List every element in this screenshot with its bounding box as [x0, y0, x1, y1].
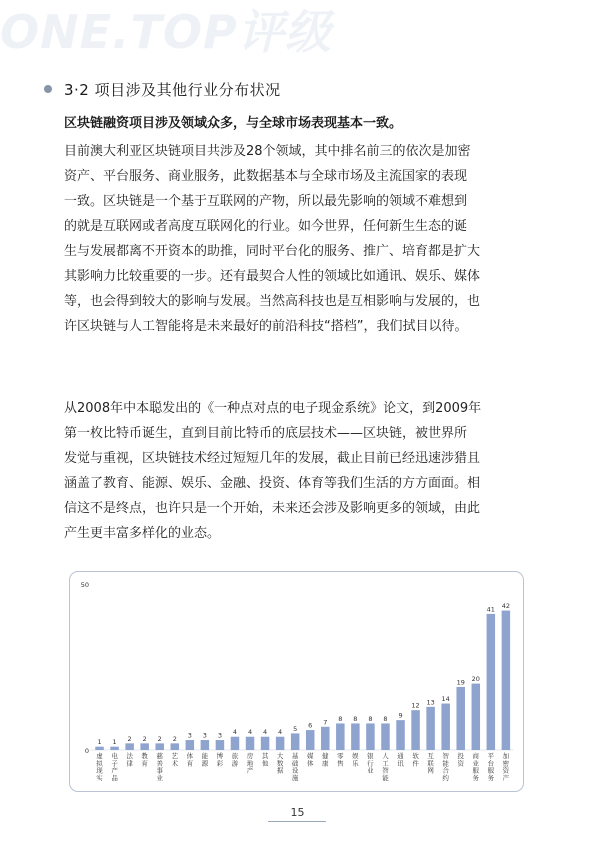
data-label: 1 [112, 738, 117, 747]
category-label: 人工智能 [382, 752, 389, 782]
paragraph-line: 目前澳大利亚区块链项目共涉及28个领域，其中排名前三的依次是加密 [64, 144, 471, 159]
paragraph-2 [64, 396, 534, 546]
bar [366, 723, 375, 750]
bar [351, 723, 360, 750]
category-label: 软件 [412, 752, 419, 768]
paragraph-line: 第一枚比特币诞生，直到目前比特币的底层技术——区块链，被世界所 [64, 426, 468, 441]
data-label: 2 [127, 734, 132, 743]
bar [95, 747, 104, 750]
industry-distribution-chart [69, 571, 524, 792]
bar [246, 737, 255, 750]
page-number-underline [268, 821, 326, 822]
data-label: 8 [383, 714, 388, 723]
data-label: 42 [501, 602, 511, 611]
bar [276, 737, 285, 750]
data-label: 2 [157, 734, 162, 743]
bar [321, 727, 330, 750]
data-label: 2 [142, 734, 147, 743]
watermark-logo: ONE.TOP评级 [0, 5, 332, 59]
bar [381, 723, 390, 750]
bullet-icon [44, 85, 52, 93]
category-label: 博彩 [216, 752, 224, 768]
paragraph-line: 一致。区块链是一个基于互联网的产物，所以最先影响的领域不难想到 [64, 194, 468, 209]
data-label: 5 [293, 724, 298, 733]
category-label: 虚拟现实 [96, 752, 103, 782]
category-label: 智能合约 [442, 752, 449, 782]
category-label: 通讯 [397, 752, 404, 768]
category-label: 能源 [201, 752, 209, 768]
bar [186, 740, 195, 750]
section-title [64, 79, 281, 100]
data-label: 4 [263, 728, 268, 737]
category-label: 银行业 [367, 752, 374, 775]
paragraph-line: 其影响力比较重要的一步。还有最契合人性的领域比如通讯、娱乐、媒体 [64, 269, 481, 284]
data-label: 4 [278, 728, 283, 737]
data-label: 3 [217, 731, 222, 740]
section-title-text: 项目涉及其他行业分布状况 [94, 80, 281, 99]
bar [291, 733, 300, 750]
bar [155, 743, 164, 750]
category-label: 媒体 [306, 752, 314, 768]
bar [140, 743, 149, 750]
paragraph-line: 的就是互联网或者高度互联网化的行业。如今世界，任何新生生态的诞 [64, 219, 468, 234]
data-label: 20 [471, 675, 480, 684]
bar [472, 684, 481, 750]
y-tick-label: 0 [84, 747, 89, 755]
paragraph-line: 发觉与重视，区块链技术经过短短几年的发展，截止目前已经迅速涉猎且 [64, 451, 481, 466]
data-label: 8 [338, 714, 343, 723]
data-label: 1 [97, 738, 102, 747]
category-label: 法律 [126, 752, 133, 768]
data-label: 14 [441, 695, 450, 704]
category-label: 平台服务 [487, 752, 495, 782]
category-label: 互联网 [427, 752, 434, 775]
bar [110, 747, 119, 750]
category-label: 慈善事业 [156, 752, 163, 782]
bar [456, 687, 465, 750]
category-label: 体育 [186, 752, 194, 768]
bar [426, 707, 435, 750]
category-label: 艺术 [171, 752, 179, 768]
page-number: 15 [290, 806, 305, 819]
data-label: 2 [172, 734, 177, 743]
category-label: 加密资产 [502, 752, 510, 782]
category-label: 娱乐 [352, 752, 359, 768]
data-label: 4 [247, 728, 253, 737]
data-label: 9 [398, 711, 403, 720]
category-label: 大数据 [276, 752, 284, 775]
paragraph-line: 信这不是终点，也许只是一个开始，未来还会涉及影响更多的领域，由此 [64, 501, 481, 516]
data-label: 7 [323, 718, 328, 727]
category-label: 零售 [337, 752, 344, 768]
section-heading [44, 78, 281, 100]
bar [336, 723, 345, 750]
bar [216, 740, 225, 750]
paragraph-line: 资产、平台服务、商业服务，此数据基本与全球市场及主流国家的表现 [64, 169, 468, 184]
paragraph-line: 从2008年中本聪发出的《一种点对点的电子现金系统》论文，到2009年 [64, 401, 482, 416]
data-label: 4 [232, 728, 238, 737]
category-label: 商业服务 [472, 752, 480, 782]
bar [441, 704, 450, 750]
bar [502, 611, 511, 750]
bar [487, 614, 496, 750]
section-number: 3·2 [64, 80, 90, 99]
data-label: 3 [202, 731, 207, 740]
data-label: 19 [456, 678, 465, 687]
category-label: 健康 [322, 752, 329, 768]
paragraph-line: 等，也会得到较大的影响与发展。当然高科技也是互相影响与发展的，也 [64, 294, 481, 309]
category-label: 旅游 [231, 752, 239, 768]
category-label: 教育 [141, 752, 148, 768]
bar [306, 730, 315, 750]
bar [396, 720, 405, 750]
data-label: 8 [353, 714, 358, 723]
data-label: 8 [368, 714, 373, 723]
category-label: 投资 [457, 752, 464, 768]
category-label: 基础设施 [291, 752, 299, 782]
paragraph-line: 许区块链与人工智能将是未来最好的前沿科技“搭档”，我们拭目以待。 [64, 319, 468, 334]
lead-sentence: 区块链融资项目涉及领域众多，与全球市场表现基本一致。 [64, 116, 403, 131]
bar [125, 743, 134, 750]
bar [201, 740, 210, 750]
paragraph-line: 涵盖了教育、能源、娱乐、金融、投资、体育等我们生活的方方面面。相 [64, 476, 481, 491]
bar [411, 710, 420, 750]
category-label: 电子产品 [111, 752, 118, 782]
y-tick-label: 50 [80, 581, 89, 589]
category-label: 其他 [261, 752, 269, 768]
paragraph-1 [64, 139, 534, 339]
chart-svg [70, 572, 523, 791]
bar [261, 737, 270, 750]
bar [231, 737, 240, 750]
paragraph-line: 生与发展都离不开资本的助推，同时平台化的服务、推广、培育都是扩大 [64, 244, 481, 259]
data-label: 3 [187, 731, 192, 740]
paragraph-line: 产生更丰富多样化的业态。 [64, 526, 221, 541]
category-label: 房地产 [246, 752, 254, 775]
data-label: 13 [426, 698, 435, 707]
data-label: 12 [411, 701, 420, 710]
data-label: 41 [486, 605, 495, 614]
data-label: 6 [308, 721, 313, 730]
bar [171, 743, 180, 750]
